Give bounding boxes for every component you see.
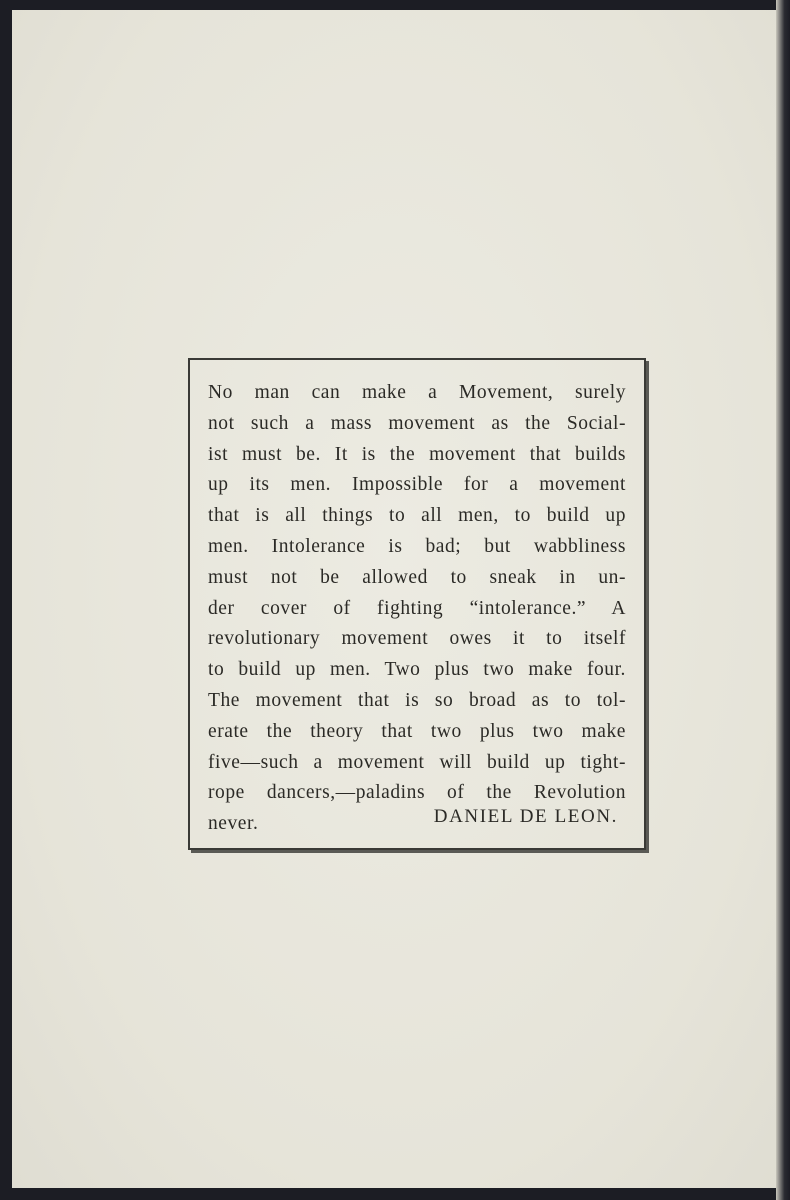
quote-line: five—such a movement will build up tight- — [208, 751, 626, 773]
quote-line: No man can make a Movement, surely — [208, 382, 626, 403]
quote-line: must not be allowed to sneak in un- — [208, 566, 626, 588]
quote-line: erate the theory that two plus two make — [208, 720, 626, 742]
quote-line: to build up men. Two plus two make four. — [208, 659, 626, 681]
quote-line: der cover of fighting “intolerance.” A — [208, 597, 626, 619]
page-edge-shadow — [776, 0, 790, 1200]
quote-line: rope dancers,—paladins of the Revolution — [208, 782, 626, 804]
book-page — [12, 10, 778, 1188]
quote-line: not such a mass movement as the Social- — [208, 412, 626, 434]
quote-line: never. — [208, 813, 259, 835]
quote-line: that is all things to all men, to build up — [208, 505, 626, 527]
quote-line: up its men. Impossible for a movement — [208, 474, 626, 496]
quote-line: ist must be. It is the movement that builds — [208, 443, 626, 465]
quote-author: DANIEL DE LEON. — [433, 806, 618, 827]
quote-line: men. Intolerance is bad; but wabbliness — [208, 535, 626, 557]
quote-line: revolutionary movement owes it to itself — [208, 628, 626, 650]
quote-box — [188, 358, 646, 850]
quote-line: The movement that is so broad as to tol- — [208, 689, 626, 711]
quote-text — [208, 378, 626, 840]
